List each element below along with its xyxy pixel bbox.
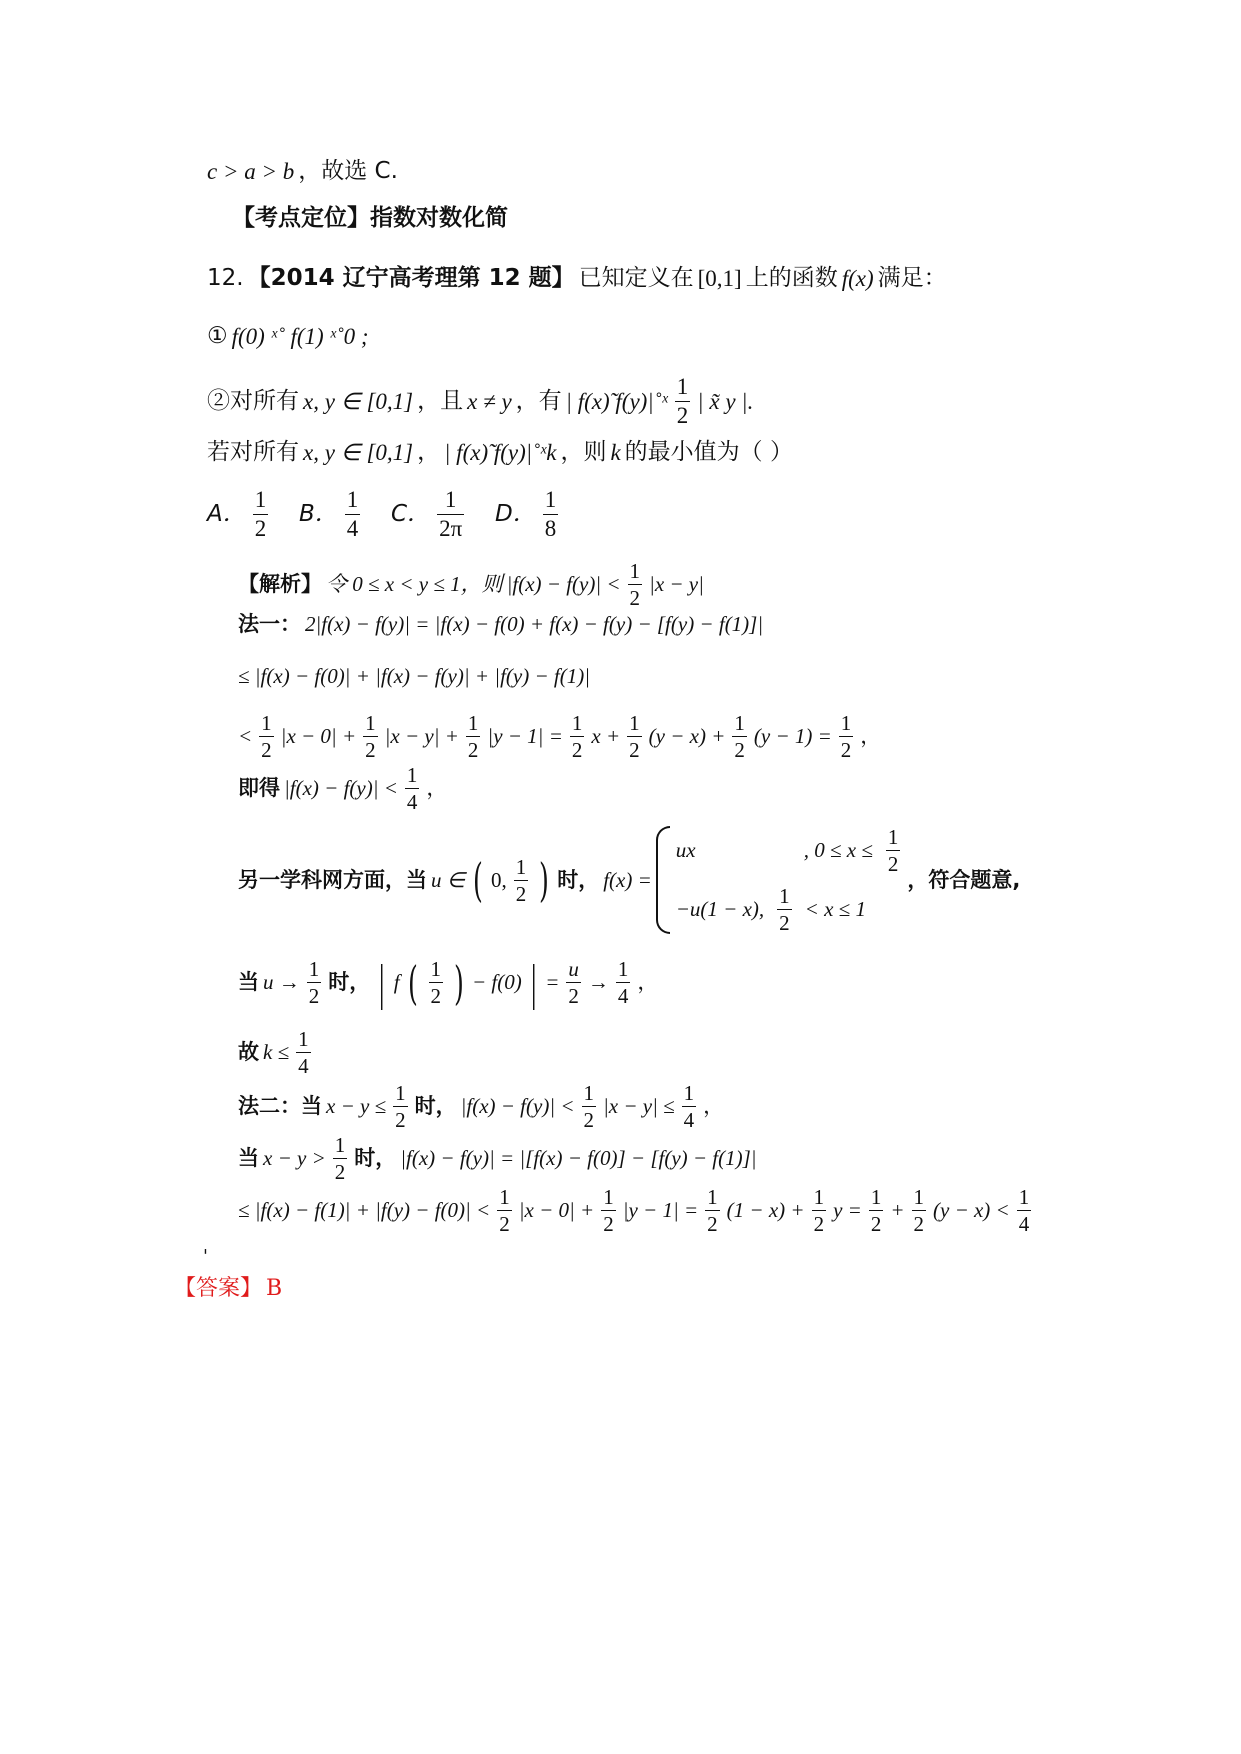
jiexi-text-a: 令 0 ≤ x < y ≤ 1，则 bbox=[326, 572, 503, 597]
condition-1 bbox=[207, 325, 369, 348]
option-a: A． $\frac{1}{2}$ bbox=[207, 487, 267, 542]
question-text-b: ， bbox=[417, 439, 441, 465]
fa2-line-3: ≤ |f(x) − f(1)| + |f(y) − f(0)| < $\frac{1}{2}$ |x − 0| + $\frac{1}{2}$ |y − 1| = $\frac{1}{2}$ (1 − x) + $\frac{1}{2}$ y = $\frac{1}{2}$ + $\frac{1}{2}$ (y − x) < $\frac{1}{4}$ bbox=[238, 1185, 1030, 1237]
piecewise-line: 另一学科网方面，当 u ∈ ( 0, $\frac{1}{2}$ ) 时， f(x) = ux , 0 ≤ x ≤ $\frac{1}{2}$ −u(1 − x), $\frac{1}{2}$ < x ≤ 1 ，符合题意, bbox=[238, 825, 1021, 936]
stem-fx: f(x) bbox=[841, 266, 874, 291]
intro-comparison: c > a > b bbox=[207, 159, 295, 184]
case2-cond: < x ≤ 1 bbox=[804, 897, 866, 922]
option-b: B． $\frac{1}{4}$ bbox=[299, 487, 359, 542]
stem-text-c: 满足： bbox=[877, 265, 947, 291]
answer-line bbox=[174, 1278, 282, 1300]
intro-line bbox=[207, 160, 398, 183]
intro-conclusion: ，故选 C. bbox=[298, 158, 398, 184]
fa1-line-3: < $\frac{1}{2}$ |x − 0| + $\frac{1}{2}$ |x − y| + $\frac{1}{2}$ |y − 1| = $\frac{1}{2}$ x + $\frac{1}{2}$ (y − x) + $\frac{1}{2}$ (y − 1) = $\frac{1}{2}$ ， bbox=[238, 711, 882, 763]
fa2-line-1: 法二：当 x − y ≤ $\frac{1}{2}$ 时， |f(x) − f(y)| < $\frac{1}{2}$ |x − y| ≤ $\frac{1}{4}$ ， bbox=[238, 1081, 725, 1133]
option-d: D． $\frac{1}{8}$ bbox=[495, 487, 557, 542]
cond2-neq: x ≠ y bbox=[467, 389, 512, 415]
jide-line: 即得 |f(x) − f(y)| < $\frac{1}{4}$ ， bbox=[238, 763, 448, 815]
stem-text-a: 已知定义在 bbox=[578, 265, 694, 291]
gu-line: 故 k ≤ $\frac{1}{4}$ bbox=[238, 1027, 309, 1079]
cond2-lhs: | f(x)̃ f(y)|˚ˣ bbox=[565, 389, 668, 415]
piecewise-brace: ux , 0 ≤ x ≤ $\frac{1}{2}$ −u(1 − x), $\frac{1}{2}$ < x ≤ 1 bbox=[656, 826, 904, 934]
stray-mark: ' bbox=[203, 1246, 208, 1267]
jide-label: 即得 bbox=[238, 776, 280, 801]
fa1-line2-expr: ≤ |f(x) − f(0)| + |f(x) − f(y)| + |f(y) − f(1)| bbox=[238, 664, 590, 688]
fa2-line-2: 当 x − y > $\frac{1}{2}$ 时， |f(x) − f(y)| = |[f(x) − f(0)] − [f(y) − f(1)]| bbox=[238, 1133, 757, 1185]
options-row bbox=[207, 488, 561, 541]
problem-number: 12. bbox=[207, 265, 244, 291]
jiexi-line: 【解析】 令 0 ≤ x < y ≤ 1，则 |f(x) − f(y)| < $\frac{1}{2}$ |x − y| bbox=[238, 559, 704, 611]
option-c: C． $\frac{1}{2\pi}$ bbox=[391, 487, 463, 542]
condition-2 bbox=[207, 375, 753, 428]
jiexi-text-b: |f(x) − f(y)| < bbox=[506, 572, 621, 597]
fa1-line-2 bbox=[238, 666, 590, 687]
stem-text-b: 上的函数 bbox=[745, 265, 838, 291]
cond1-mark: ① bbox=[207, 323, 228, 349]
question-expr: | f(x)̃ f(y)|˚ˣk bbox=[444, 440, 557, 465]
kaodian-heading: 【考点定位】指数对数化简 bbox=[232, 205, 508, 231]
case1-expr: ux bbox=[675, 838, 696, 863]
cond2-vars: x, y ∈ [0,1] bbox=[303, 389, 414, 415]
question-k: k bbox=[610, 440, 621, 465]
jiexi-label: 【解析】 bbox=[238, 572, 322, 597]
cond1-expr: f(0) ˣ˚ f(1) ˣ˚0 ; bbox=[231, 324, 369, 349]
question-text-a: 若对所有 bbox=[207, 439, 299, 465]
problem-source: 【2014 辽宁高考理第 12 题】 bbox=[247, 265, 575, 291]
answer-label: 【答案】 bbox=[174, 1276, 263, 1301]
limit-line: 当 u → $\frac{1}{2}$ 时， | f ( $\frac{1}{2}$ ) − f(0) | = $\frac{u}{2}$ → $\frac{1}{4}$ ， bbox=[238, 955, 659, 1010]
other-text-a: 另一学科网方面，当 bbox=[238, 867, 427, 892]
answer-value: B bbox=[266, 1276, 283, 1301]
other-fx: f(x) = bbox=[603, 867, 652, 892]
fa1-label: 法一： bbox=[238, 612, 301, 636]
jide-expr: |f(x) − f(y)| < bbox=[284, 776, 398, 801]
problem-stem bbox=[207, 267, 947, 290]
case1-cond: , 0 ≤ x ≤ bbox=[803, 838, 873, 863]
fa2-label: 法二：当 bbox=[238, 1094, 322, 1119]
cond2-text-b: ，有 bbox=[515, 388, 562, 415]
question-line bbox=[207, 441, 793, 464]
jiexi-text-c: |x − y| bbox=[649, 572, 704, 597]
question-text-d: 的最小值为（ ） bbox=[624, 439, 793, 465]
question-text-c: ，则 bbox=[560, 439, 607, 465]
half-fraction: $\frac{1}{2}$ bbox=[676, 374, 689, 429]
question-vars: x, y ∈ [0,1] bbox=[303, 440, 414, 465]
stem-interval: [0,1] bbox=[697, 266, 742, 291]
other-u: u ∈ bbox=[431, 867, 466, 892]
cond2-rhs: | x̃ y |. bbox=[697, 389, 754, 415]
fa1-line1-expr: 2|f(x) − f(y)| = |f(x) − f(0) + f(x) − f(y) − [f(y) − f(1)]| bbox=[305, 612, 764, 636]
fa1-line-1 bbox=[238, 614, 763, 635]
cond2-text-a: ，且 bbox=[417, 388, 464, 415]
case2-expr: −u(1 − x), bbox=[675, 897, 765, 922]
cond2-mark: ②对所有 bbox=[207, 388, 299, 415]
